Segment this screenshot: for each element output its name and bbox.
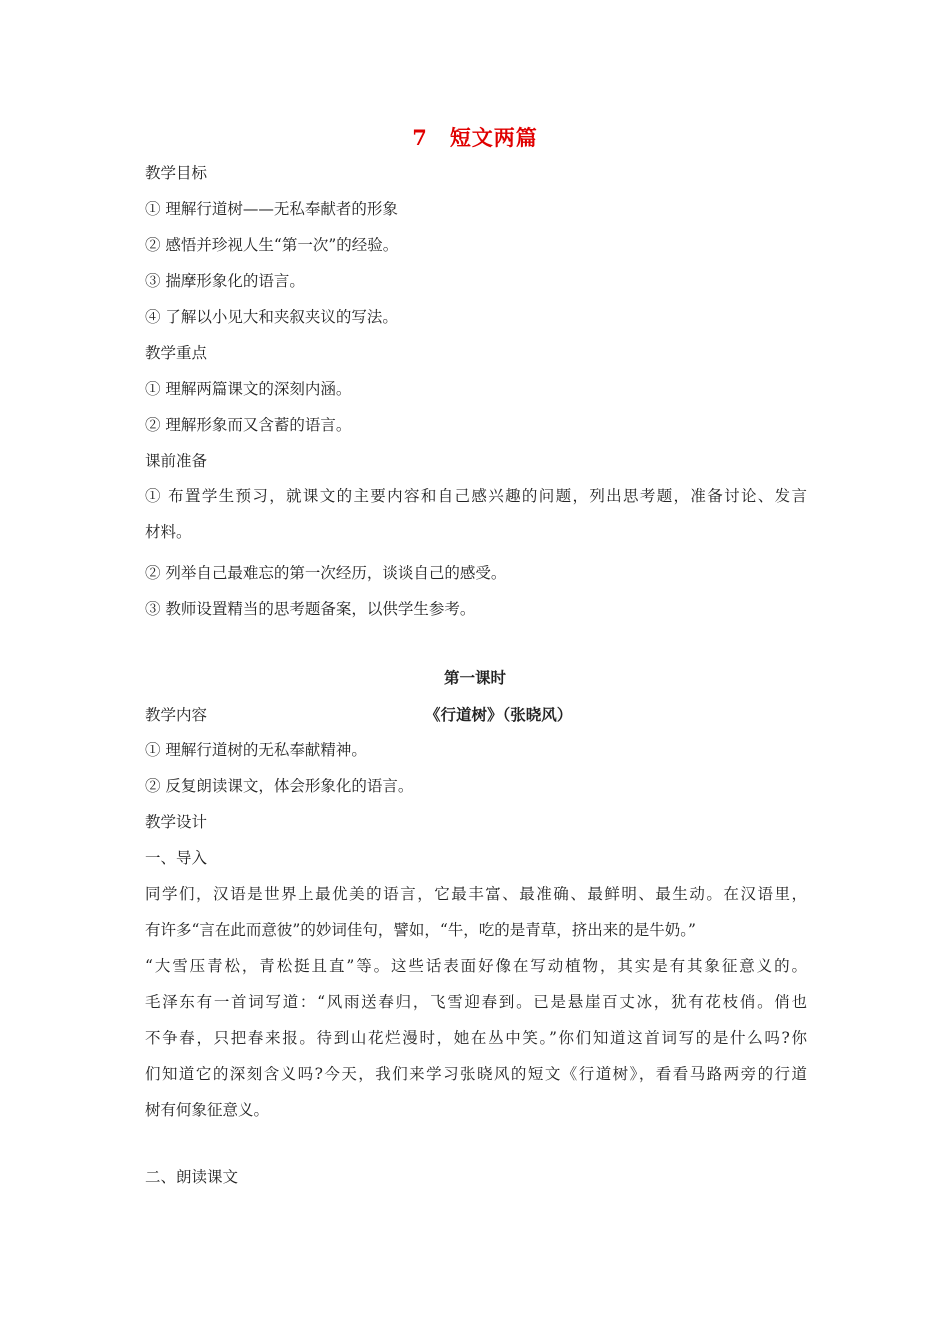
text-line: 毛泽东有一首词写道：“风雨送春归，飞雪迎春到。已是悬崖百丈冰，犹有花枝俏。俏也 [145,993,807,1011]
preparation-item-3: ③ 教师设置精当的思考题备案，以供学生参考。 [145,600,476,618]
text-line: 材料。 [145,523,192,541]
objective-item: ③ 揣摩形象化的语言。 [145,272,305,290]
content-heading: 教学内容 [145,706,208,724]
section-heading: 二、朗读课文 [145,1168,239,1186]
content-item: ② 反复朗读课文，体会形象化的语言。 [145,777,414,795]
lesson-number: 7 [412,125,428,150]
key-point-item: ② 理解形象而又含蓄的语言。 [145,416,352,434]
objective-item: ① 理解行道树——无私奉献者的形象 [145,200,398,218]
preparation-item-1 [145,486,807,558]
section-heading: 一、导入 [145,849,208,867]
key-points-heading: 教学重点 [145,344,208,362]
design-heading: 教学设计 [145,813,208,831]
objective-item: ④ 了解以小见大和夹叙夹议的写法。 [145,308,398,326]
objectives-heading: 教学目标 [145,164,208,182]
text-line: ① 布置学生预习，就课文的主要内容和自己感兴趣的问题，列出思考题，准备讨论、发言 [145,487,807,505]
preparation-item-2: ② 列举自己最难忘的第一次经历，谈谈自己的感受。 [145,564,507,582]
lesson-title: 《行道树》（张晓风） [425,705,573,724]
text-line: 们知道它的深刻含义吗?今天，我们来学习张晓风的短文《行道树》，看看马路两旁的行道 [145,1065,807,1083]
text-line: 不争春，只把春来报。待到山花烂漫时，她在丛中笑。”你们知道这首词写的是什么吗?你 [145,1029,807,1047]
preparation-heading: 课前准备 [145,452,208,470]
content-item: ① 理解行道树的无私奉献精神。 [145,741,367,759]
document-title [0,122,950,152]
text-line: “大雪压青松，青松挺且直”等。这些话表面好像在写动植物，其实是有其象征意义的。 [145,957,807,975]
period-heading: 第一课时 [443,668,506,687]
objective-item: ② 感悟并珍视人生“第一次”的经验。 [145,236,399,254]
text-line: 有许多“言在此而意彼”的妙词佳句，譬如，“牛，吃的是青草，挤出来的是牛奶。” [145,921,696,939]
intro-paragraph [145,884,807,1136]
text-line: 树有何象征意义。 [145,1101,270,1119]
title-text: 短文两篇 [449,125,538,150]
key-point-item: ① 理解两篇课文的深刻内涵。 [145,380,352,398]
text-line: 同学们，汉语是世界上最优美的语言，它最丰富、最准确、最鲜明、最生动。在汉语里， [145,885,807,903]
